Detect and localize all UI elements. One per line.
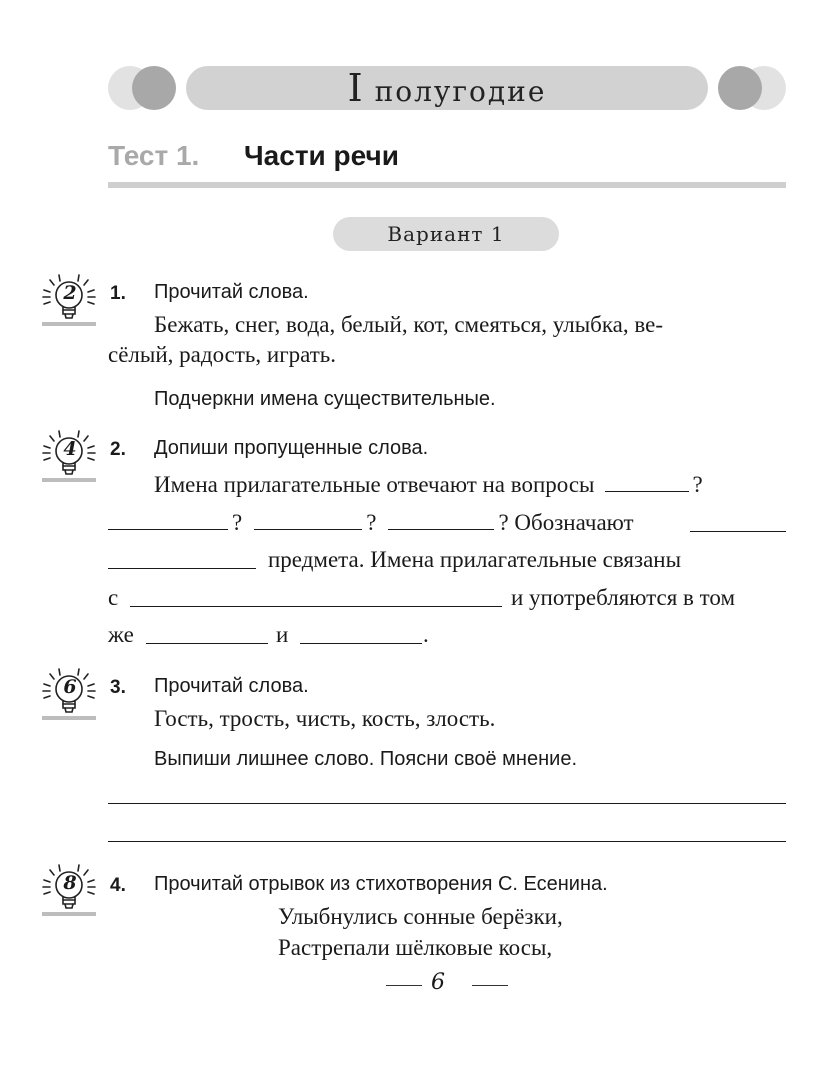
- task-2-q: ?: [232, 510, 243, 535]
- answer-blank[interactable]: [130, 606, 502, 607]
- task-2-upotreblyayutsya: и употребляются в том: [511, 585, 736, 610]
- page-number-dash-right: [472, 985, 508, 986]
- section-banner: [186, 66, 708, 110]
- answer-blank[interactable]: [300, 643, 422, 644]
- task-2-text: Имена прилагательные отвечают на вопросы: [154, 472, 595, 497]
- variant-text: Вариант 1: [387, 222, 505, 246]
- task-2-line-2: [108, 510, 634, 536]
- task-3-task: Выпиши лишнее слово. Поясни своё мнение.: [154, 748, 577, 770]
- section-title-cap: I: [347, 66, 365, 110]
- task-3-instruction: Прочитай слова.: [154, 675, 309, 697]
- task-2-number: 2.: [110, 439, 126, 460]
- answer-blank[interactable]: [108, 568, 256, 569]
- header-circle-right: [718, 66, 762, 110]
- answer-blank[interactable]: [108, 528, 228, 530]
- answer-line[interactable]: [108, 803, 786, 804]
- task-3-number: 3.: [110, 677, 126, 698]
- answer-blank[interactable]: [146, 643, 268, 644]
- answer-blank[interactable]: [254, 528, 362, 530]
- task-2-s: с: [108, 585, 119, 610]
- task-1-points: 2: [63, 282, 77, 304]
- answer-blank[interactable]: [388, 528, 494, 530]
- task-4-points: 8: [63, 872, 77, 894]
- task-4-instruction: Прочитай отрывок из стихотворения С. Есенина.: [154, 873, 608, 895]
- task-2-oboznachayut: ? Обозначают: [498, 510, 634, 535]
- variant-label: [333, 217, 559, 251]
- title-divider: [108, 182, 786, 188]
- section-title-rest: полугодие: [374, 75, 547, 108]
- task-2-predmeta: предмета. Имена прилагательные связаны: [268, 547, 682, 572]
- task-2-i: и: [276, 622, 289, 647]
- task-3-points: 6: [63, 676, 77, 698]
- task-1-words-line-1: Бежать, снег, вода, белый, кот, смеяться, улыбка, ве-: [154, 312, 663, 337]
- task-2-zhe: же: [108, 622, 134, 647]
- test-title: Части речи: [244, 140, 399, 171]
- task-2-q: ?: [366, 510, 377, 535]
- task-2-q: ?: [692, 472, 703, 497]
- task-1-words-line-2: сёлый, радость, играть.: [108, 342, 337, 367]
- task-4-number: 4.: [110, 875, 126, 896]
- answer-line[interactable]: [108, 841, 786, 842]
- page-number: 6: [431, 970, 445, 995]
- task-1-instruction: Прочитай слова.: [154, 281, 309, 303]
- task-3-words: Гость, трость, чисть, кость, злость.: [154, 706, 496, 731]
- test-number: Тест 1.: [108, 140, 200, 171]
- task-2-points: 4: [63, 438, 77, 460]
- task-1-task: Подчеркни имена существительные.: [154, 388, 496, 410]
- task-2-instruction: Допиши пропущенные слова.: [154, 437, 429, 459]
- answer-blank[interactable]: [690, 531, 786, 532]
- task-2-dot: .: [423, 622, 429, 647]
- section-title: [348, 66, 547, 110]
- answer-blank[interactable]: [605, 490, 689, 492]
- poem-line-1: Улыбнулись сонные берёзки,: [278, 904, 563, 929]
- poem-line-2: Растрепали шёлковые косы,: [278, 935, 553, 960]
- task-2-line-1: [154, 472, 703, 498]
- task-1-number: 1.: [110, 283, 126, 304]
- page-number-dash-left: [386, 985, 422, 986]
- header-circle-left: [132, 66, 176, 110]
